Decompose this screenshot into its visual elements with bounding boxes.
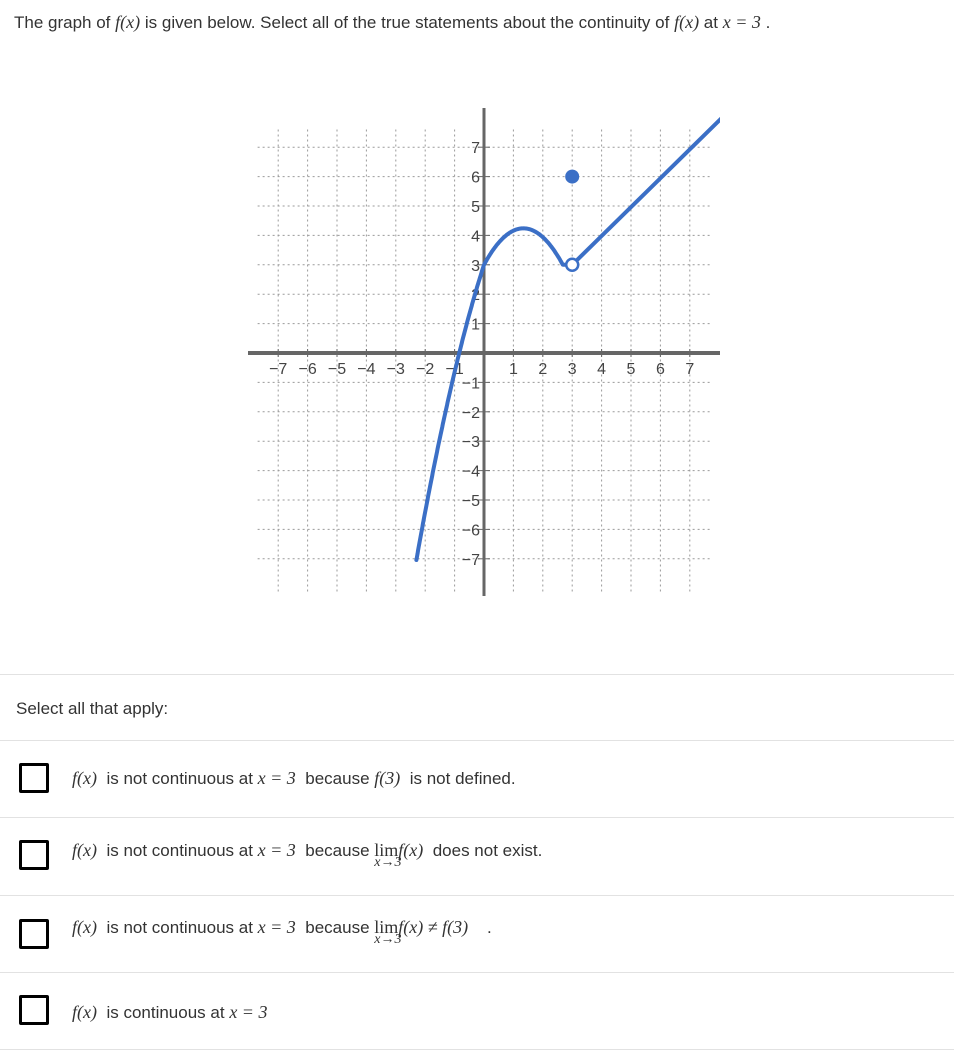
limit-inequality: f(x) ≠ f(3) <box>398 917 469 937</box>
option-text-part: is not continuous at <box>106 769 253 788</box>
x-tick-label: 1 <box>508 361 518 378</box>
y-tick-label: 7 <box>471 140 480 158</box>
question-fx: f(x) <box>115 12 141 32</box>
select-all-label: Select all that apply: <box>16 699 169 718</box>
y-tick-label: −7 <box>461 551 480 569</box>
x-tick-label: 3 <box>567 361 577 378</box>
option-4[interactable] <box>0 973 954 1049</box>
x-tick-label: −3 <box>386 361 405 378</box>
curve-left-piece <box>416 228 572 560</box>
option-1-text <box>72 768 516 789</box>
open-point <box>566 259 578 271</box>
y-tick-label: −5 <box>461 493 480 510</box>
limit-fx: f(x) <box>398 840 424 860</box>
option-text-part: is not continuous at <box>106 841 253 860</box>
limit-subscript: x→3 <box>374 932 402 947</box>
divider <box>0 674 954 675</box>
x-tick-label: 7 <box>685 361 695 378</box>
option-fx: f(x) <box>72 917 97 937</box>
option-fx: f(x) <box>72 768 97 788</box>
question-at: at <box>703 13 718 32</box>
option-3-checkbox[interactable] <box>19 919 49 949</box>
option-text-part: . <box>487 918 492 937</box>
x-tick-label: −6 <box>298 361 317 378</box>
question-text <box>14 12 770 33</box>
option-4-checkbox[interactable] <box>19 995 49 1025</box>
option-2[interactable] <box>0 818 954 894</box>
y-tick-label: −4 <box>461 463 480 481</box>
limit-subscript: x→3 <box>374 855 402 870</box>
y-tick-label: 5 <box>471 199 480 216</box>
question-middle: is given below. Select all of the true statements about the continuity of <box>144 13 670 32</box>
question-period: . <box>765 13 771 32</box>
option-text-part: because <box>305 841 370 860</box>
x-tick-label: −7 <box>269 361 288 378</box>
option-fx: f(x) <box>72 840 97 860</box>
x-tick-label: −1 <box>445 361 464 378</box>
option-text-part: is not continuous at <box>106 918 253 937</box>
option-3-text <box>72 917 492 947</box>
option-2-text <box>72 840 543 870</box>
option-text-part: does not exist. <box>432 841 543 860</box>
y-tick-label: −6 <box>461 522 480 540</box>
x-tick-label: 6 <box>655 361 665 378</box>
limit-expression <box>374 917 402 947</box>
y-tick-label: −2 <box>461 404 480 422</box>
y-tick-label: 6 <box>471 169 480 187</box>
limit-symbol: lim <box>374 917 399 937</box>
option-4-text <box>72 1002 267 1023</box>
option-x-eq: x = 3 <box>229 1002 268 1022</box>
limit-symbol: lim <box>374 840 399 860</box>
option-text-part: is continuous at <box>106 1003 225 1022</box>
option-fx: f(x) <box>72 1002 97 1022</box>
x-tick-label: 4 <box>597 361 607 378</box>
option-1[interactable] <box>0 741 954 817</box>
y-tick-label: 3 <box>471 257 480 275</box>
axes <box>248 108 720 596</box>
curve-right-piece <box>572 108 720 265</box>
option-text-part: is not defined. <box>409 769 516 788</box>
x-tick-label: −4 <box>357 361 376 378</box>
option-3[interactable] <box>0 896 954 972</box>
option-1-checkbox[interactable] <box>19 763 49 793</box>
option-text-part: because <box>305 918 370 937</box>
divider <box>0 1049 954 1050</box>
question-x-eq: x = 3 <box>722 12 761 32</box>
x-tick-label: 2 <box>538 361 548 378</box>
limit-expression <box>374 840 402 870</box>
option-x-eq: x = 3 <box>257 840 296 860</box>
x-tick-label: 5 <box>626 361 636 378</box>
y-tick-label: 2 <box>471 287 480 305</box>
y-tick-label: −1 <box>461 375 480 393</box>
y-tick-label: 1 <box>471 316 480 334</box>
option-text-part: because <box>305 769 370 788</box>
x-tick-label: −2 <box>416 361 435 378</box>
x-tick-label: −5 <box>327 361 347 378</box>
option-x-eq: x = 3 <box>257 768 296 788</box>
question-fx2: f(x) <box>674 12 700 32</box>
closed-point <box>565 170 579 184</box>
option-x-eq: x = 3 <box>257 917 296 937</box>
y-tick-label: −3 <box>461 434 480 452</box>
question-prefix: The graph of <box>14 13 111 32</box>
function-graph <box>248 108 720 596</box>
option-f3: f(3) <box>374 768 401 788</box>
option-2-checkbox[interactable] <box>19 840 49 870</box>
y-tick-label: 4 <box>471 228 480 246</box>
